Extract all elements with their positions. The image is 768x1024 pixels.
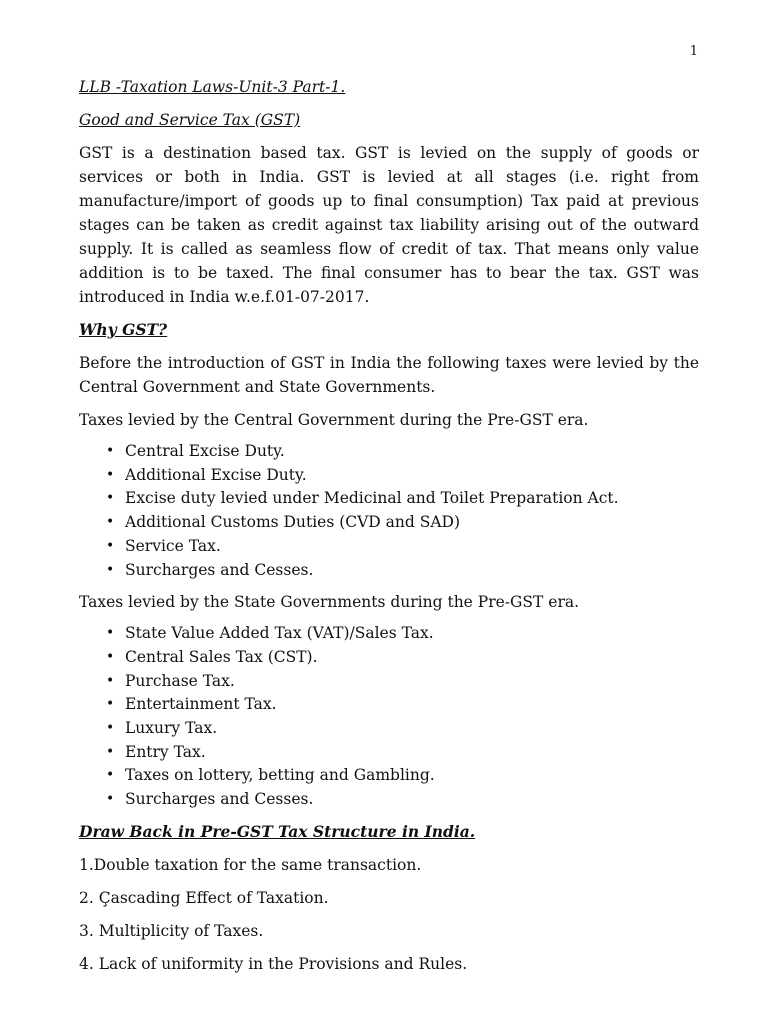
list-item: [79, 487, 699, 511]
why-gst-heading: Why GST?: [79, 320, 168, 339]
bullet-icon: •: [106, 767, 115, 784]
list-item: [79, 622, 699, 646]
why-gst-paragraph: Before the introduction of GST in India the following taxes were levied by the Central Government and State Governments.: [79, 354, 699, 396]
list-item: [79, 464, 699, 488]
list-item-text: Surcharges and Cesses.: [125, 560, 314, 579]
list-item: [79, 741, 699, 765]
gst-heading: Good and Service Tax (GST): [79, 111, 301, 129]
drawback-item: 1.Double taxation for the same transaction.: [79, 855, 422, 874]
list-item-text: Additional Excise Duty.: [125, 465, 307, 484]
list-item-text: Luxury Tax.: [125, 719, 218, 738]
list-item-text: Service Tax.: [125, 536, 221, 555]
list-item-text: Entry Tax.: [125, 742, 206, 761]
bullet-icon: •: [106, 696, 115, 713]
list-item-text: Taxes on lottery, betting and Gambling.: [125, 766, 435, 785]
bullet-icon: •: [106, 743, 115, 760]
bullet-icon: •: [106, 537, 115, 554]
bullet-icon: •: [106, 443, 115, 459]
drawback-item: 4. Lack of uniformity in the Provisions and Rules.: [79, 954, 468, 973]
bullet-icon: •: [106, 720, 115, 737]
list-item-text: Central Excise Duty.: [125, 442, 285, 460]
list-item-text: Surcharges and Cesses.: [125, 790, 314, 809]
list-item: [79, 559, 699, 583]
state-taxes-list: [79, 622, 699, 812]
drawback-item: 2. Çascading Effect of Taxation.: [79, 888, 329, 907]
drawback-item: 3. Multiplicity of Taxes.: [79, 921, 264, 940]
bullet-icon: •: [106, 466, 115, 483]
list-item: [79, 764, 699, 788]
bullet-icon: •: [106, 672, 115, 689]
bullet-icon: •: [106, 490, 115, 507]
list-item: [79, 788, 699, 812]
list-item: [79, 440, 699, 464]
list-item: [79, 670, 699, 694]
bullet-icon: •: [106, 625, 115, 642]
page-number: 1: [689, 44, 698, 59]
document-content: [79, 75, 699, 985]
drawback-heading: Draw Back in Pre-GST Tax Structure in India.: [79, 821, 476, 841]
list-item: [79, 693, 699, 717]
list-item-text: Additional Customs Duties (CVD and SAD): [125, 513, 461, 532]
list-item-text: Purchase Tax.: [125, 671, 235, 690]
central-taxes-list: [79, 440, 699, 582]
list-item: [79, 535, 699, 559]
list-item: [79, 717, 699, 741]
list-item-text: Excise duty levied under Medicinal and Toilet Preparation Act.: [125, 489, 619, 508]
bullet-icon: •: [106, 514, 115, 531]
bullet-icon: •: [106, 561, 115, 578]
gst-paragraph: GST is a destination based tax. GST is levied on the supply of goods or services or both in India. GST is levied at all stages (i.e. right from manufacture/import of goods up to final consumption) Tax paid at previous stages can be taken as credit against tax liability arising out of the outward supply. It is called as seamless flow of credit of tax. That means only value addition is to be taxed. The final consumer has to bear the tax. GST was introduced in India w.e.f.01-07-2017.: [79, 144, 699, 306]
list-item: [79, 511, 699, 535]
list-item-text: Entertainment Tax.: [125, 695, 277, 714]
list-item-text: Central Sales Tax (CST).: [125, 647, 318, 666]
state-taxes-intro: Taxes levied by the State Governments during the Pre-GST era.: [79, 593, 580, 612]
document-title: LLB -Taxation Laws-Unit-3 Part-1.: [79, 78, 346, 96]
bullet-icon: •: [106, 791, 115, 808]
central-taxes-intro: Taxes levied by the Central Government during the Pre-GST era.: [79, 411, 589, 429]
bullet-icon: •: [106, 648, 115, 665]
list-item-text: State Value Added Tax (VAT)/Sales Tax.: [125, 624, 434, 643]
list-item: [79, 646, 699, 670]
